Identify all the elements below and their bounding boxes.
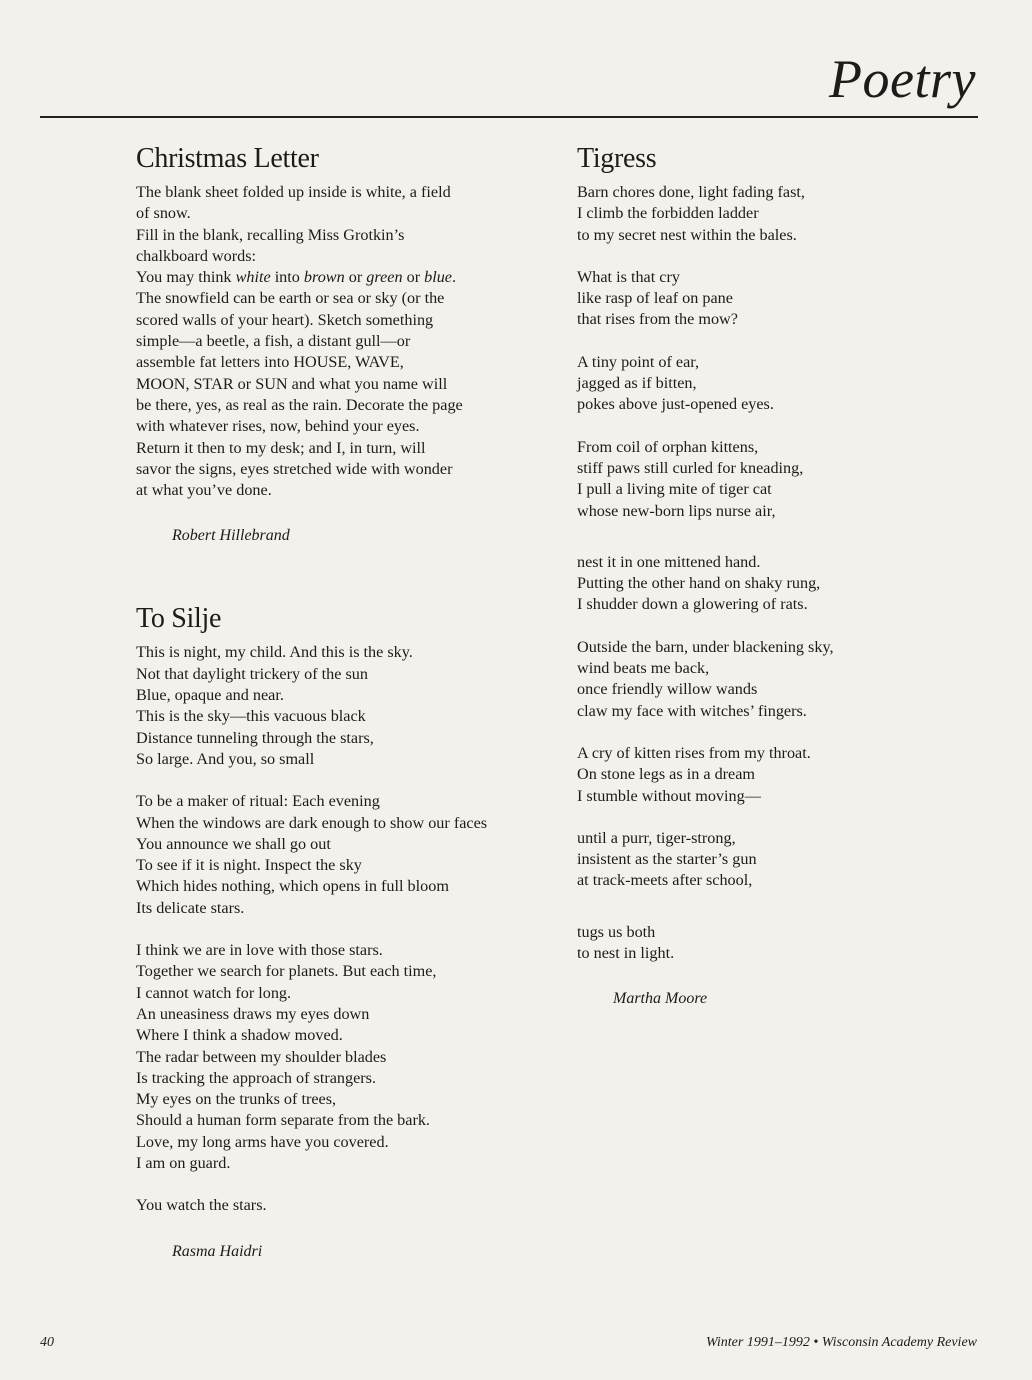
stanza	[136, 940, 536, 1174]
stanza	[577, 922, 907, 965]
poem-line: Together we search for planets. But each time,	[136, 962, 437, 981]
poem-line: My eyes on the trunks of trees,	[136, 1090, 337, 1109]
poem-line: simple—a beetle, a fish, a distant gull—or	[136, 332, 411, 351]
poem-line: To see if it is night. Inspect the sky	[136, 856, 362, 875]
left-column	[136, 142, 536, 1262]
section-title: Poetry	[829, 49, 976, 109]
stanza	[577, 637, 907, 722]
poem-line: of snow.	[136, 204, 191, 223]
poem-line: Return it then to my desk; and I, in turn, will	[136, 438, 426, 457]
poem-line: Love, my long arms have you covered.	[136, 1132, 389, 1151]
right-column	[577, 142, 907, 1009]
poem-line: The snowfield can be earth or sea or sky (or the	[136, 289, 445, 308]
poem-line: A tiny point of ear,	[577, 352, 700, 371]
poem-line: assemble fat letters into HOUSE, WAVE,	[136, 353, 404, 372]
poem-line: I am on guard.	[136, 1153, 231, 1172]
poem-line: whose new-born lips nurse air,	[577, 501, 776, 520]
poem-line: I shudder down a glowering of rats.	[577, 595, 808, 614]
author-byline: Robert Hillebrand	[172, 527, 290, 545]
poem-line: to my secret nest within the bales.	[577, 225, 797, 244]
poem-line: From coil of orphan kittens,	[577, 437, 759, 456]
stanza	[577, 267, 907, 331]
poem-line: Fill in the blank, recalling Miss Grotkin’s	[136, 225, 405, 244]
poem-line: jagged as if bitten,	[577, 374, 697, 393]
poem-line: pokes above just-opened eyes.	[577, 395, 774, 414]
stanza	[577, 552, 907, 616]
stanza	[136, 1195, 536, 1216]
poem-line: wind beats me back,	[577, 659, 710, 678]
stanza	[136, 791, 536, 919]
poem-line: Distance tunneling through the stars,	[136, 728, 374, 747]
poem-line: to nest in light.	[577, 944, 675, 963]
poem-line: I cannot watch for long.	[136, 983, 292, 1002]
stanza	[577, 182, 907, 246]
poem-line: savor the signs, eyes stretched wide with wonder	[136, 459, 453, 478]
poem-line: Not that daylight trickery of the sun	[136, 664, 368, 683]
poem-line: Should a human form separate from the bark.	[136, 1111, 430, 1130]
poem-line: Where I think a shadow moved.	[136, 1026, 343, 1045]
poem-line: stiff paws still curled for kneading,	[577, 458, 804, 477]
poem-line: Putting the other hand on shaky rung,	[577, 574, 821, 593]
poem-line: Outside the barn, under blackening sky,	[577, 637, 834, 656]
poem-line: When the windows are dark enough to show our faces	[136, 813, 488, 832]
stanza	[136, 642, 536, 770]
poem-line: once friendly willow wands	[577, 680, 758, 699]
stanza	[577, 437, 907, 522]
poem-line: The blank sheet folded up inside is white, a field	[136, 183, 451, 201]
poem-line: chalkboard words:	[136, 246, 257, 265]
stanza	[577, 352, 907, 416]
poem-line: The radar between my shoulder blades	[136, 1047, 387, 1066]
poem-line: I stumble without moving—	[577, 786, 761, 805]
poem-line: I pull a living mite of tiger cat	[577, 480, 772, 499]
poem-line: Blue, opaque and near.	[136, 686, 284, 705]
poem-line: What is that cry	[577, 267, 680, 286]
poem-line: So large. And you, so small	[136, 749, 315, 768]
poem-line: with whatever rises, now, behind your eyes.	[136, 417, 420, 436]
poem-line: A cry of kitten rises from my throat.	[577, 743, 811, 762]
poem-line: be there, yes, as real as the rain. Decorate the page	[136, 395, 463, 414]
poem-line: at track-meets after school,	[577, 871, 753, 890]
poem-line: insistent as the starter’s gun	[577, 850, 757, 869]
poem-line: You announce we shall go out	[136, 834, 331, 853]
author-byline: Martha Moore	[613, 990, 708, 1008]
poem-line: tugs us both	[577, 922, 656, 941]
poem-title-tigress: Tigress	[577, 143, 657, 174]
poem-line: Is tracking the approach of strangers.	[136, 1068, 377, 1087]
poem-line: Its delicate stars.	[136, 898, 245, 917]
poem-line: scored walls of your heart). Sketch something	[136, 310, 434, 329]
poem-line: This is night, my child. And this is the sky.	[136, 643, 413, 662]
page-number: 40	[40, 1335, 54, 1350]
poem-line: MOON, STAR or SUN and what you name will	[136, 374, 448, 393]
poem-line-italic: You may think white into brown or green or blue.	[136, 268, 457, 287]
poem-line: claw my face with witches’ fingers.	[577, 701, 807, 720]
poem-line: nest it in one mittened hand.	[577, 552, 761, 571]
author-byline: Rasma Haidri	[172, 1242, 263, 1260]
christmas-letter-body	[136, 182, 536, 501]
publication-footer: Winter 1991–1992 • Wisconsin Academy Review	[706, 1335, 977, 1350]
poem-line: Which hides nothing, which opens in full bloom	[136, 877, 449, 896]
stanza	[577, 828, 907, 892]
poem-line: An uneasiness draws my eyes down	[136, 1004, 370, 1023]
poem-line: like rasp of leaf on pane	[577, 289, 733, 308]
stanza	[577, 743, 907, 807]
poem-line: that rises from the mow?	[577, 310, 738, 329]
poem-line: On stone legs as in a dream	[577, 765, 756, 784]
poem-line: until a purr, tiger-strong,	[577, 828, 736, 847]
poem-line: Barn chores done, light fading fast,	[577, 183, 805, 201]
poem-line: I climb the forbidden ladder	[577, 204, 759, 223]
poem-title-christmas-letter: Christmas Letter	[136, 143, 319, 174]
poem-line: I think we are in love with those stars.	[136, 941, 383, 960]
poem-title-to-silje: To Silje	[136, 603, 222, 635]
header-rule	[40, 116, 978, 118]
poem-line: To be a maker of ritual: Each evening	[136, 792, 380, 811]
poem-line: This is the sky—this vacuous black	[136, 707, 366, 726]
poem-line: at what you’ve done.	[136, 481, 272, 500]
poem-line: You watch the stars.	[136, 1196, 267, 1215]
